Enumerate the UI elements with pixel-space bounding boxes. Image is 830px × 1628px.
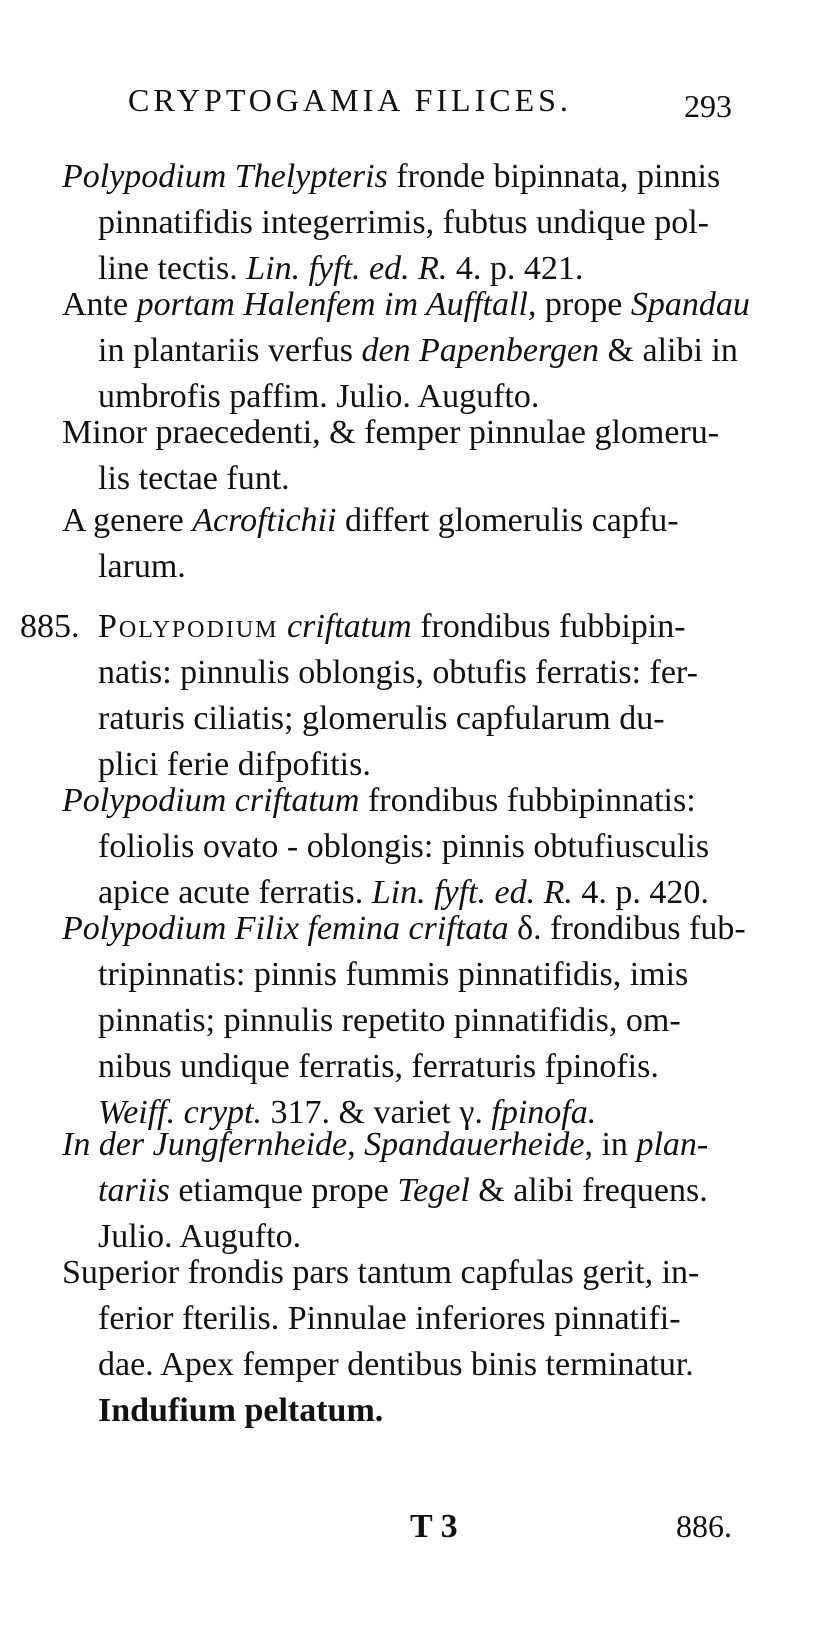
text-line: plici ferie difpofitis.: [98, 746, 371, 783]
text-line: dae. Apex femper dentibus binis terminatur.: [98, 1346, 694, 1383]
text-line: pinnatifidis integerrimis, fubtus undique pol-: [98, 204, 709, 241]
running-head: CRYPTOGAMIA FILICES.: [128, 82, 572, 118]
entry-885: [98, 604, 758, 788]
text-line: Minor praecedenti, & femper pinnulae glomeru-: [62, 414, 720, 451]
text-line: Polypodium Filix femina criftata δ. frondibus fub-: [62, 910, 746, 947]
text-line: Polypodium Thelypteris fronde bipinnata, pinnis: [62, 158, 721, 195]
habitat-paragraph: [62, 282, 752, 420]
entry-number: 885.: [20, 608, 80, 645]
text-line: In der Jungfernheide, Spandauerheide, in plan-: [62, 1126, 709, 1163]
note-paragraph: [62, 1250, 752, 1434]
note-paragraph: [62, 498, 752, 590]
text-line: nibus undique ferratis, ferraturis fpinofis.: [98, 1048, 659, 1085]
text-line: tariis etiamque prope Tegel & alibi frequens.: [98, 1172, 708, 1209]
text-line: Weiff. crypt. 317. & variet γ. fpinofa.: [98, 1094, 597, 1131]
text-line: Polypodium criftatum frondibus fubbipinnatis:: [62, 782, 696, 819]
entry-thelypteris: [62, 154, 752, 292]
text-line: line tectis. Lin. fyft. ed. R. 4. p. 421.: [98, 250, 584, 287]
signature-mark: T 3: [410, 1508, 458, 1545]
text-line: natis: pinnulis oblongis, obtufis ferratis: fer-: [98, 654, 698, 691]
text-line: umbrofis paffim. Julio. Augufto.: [98, 378, 540, 415]
text-line: raturis ciliatis; glomerulis capfularum du-: [98, 700, 665, 737]
text-line: Ante portam Halenfem im Aufftall, prope Spandau: [62, 286, 750, 323]
text-line: A genere Acroftichii differt glomerulis capfu-: [62, 502, 679, 539]
catchword: 886.: [676, 1508, 732, 1544]
text-line: Superior frondis pars tantum capfulas gerit, in-: [62, 1254, 700, 1291]
species-name: criftatum: [278, 608, 412, 645]
text-line: Polypodium criftatum frondibus fubbipin-: [98, 608, 686, 645]
text-line: ferior fterilis. Pinnulae inferiores pinnatifi-: [98, 1300, 681, 1337]
text-line: foliolis ovato - oblongis: pinnis obtufiusculis: [98, 828, 710, 865]
text-line: Julio. Augufto.: [98, 1218, 302, 1255]
text-line: pinnatis; pinnulis repetito pinnatifidis, om-: [98, 1002, 681, 1039]
text-line: tripinnatis: pinnis fummis pinnatifidis, imis: [98, 956, 689, 993]
text-line: larum.: [98, 548, 186, 585]
synonym-paragraph: [62, 906, 752, 1136]
genus-name: Polypodium: [98, 608, 279, 645]
habitat-paragraph: [62, 1122, 752, 1260]
text-line: Indufium peltatum.: [98, 1392, 384, 1429]
page-number: 293: [684, 88, 732, 124]
text-line: apice acute ferratis. Lin. fyft. ed. R. 4. p. 420.: [98, 874, 709, 911]
synonym-paragraph: [62, 778, 752, 916]
text-line: lis tectae funt.: [98, 460, 290, 497]
note-paragraph: [62, 410, 752, 502]
text-line: in plantariis verfus den Papenbergen & alibi in: [98, 332, 738, 369]
